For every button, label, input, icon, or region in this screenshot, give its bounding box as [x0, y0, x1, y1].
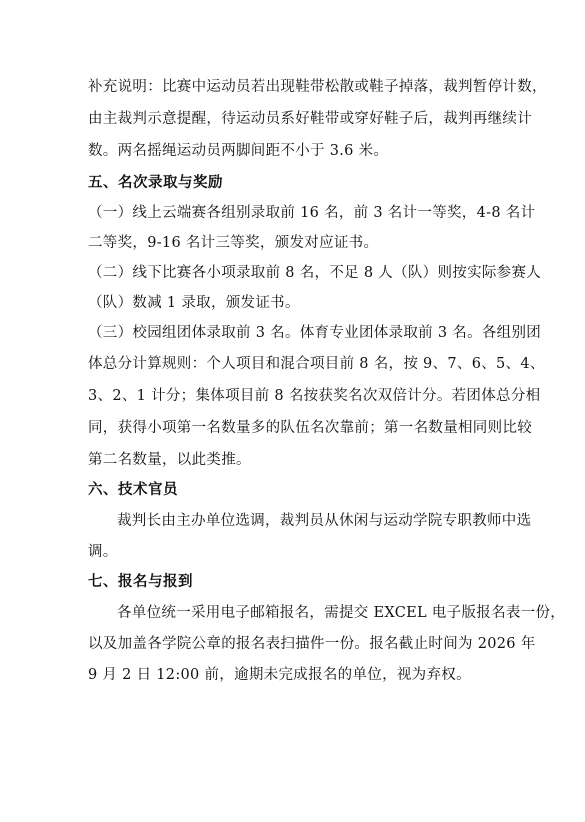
award-item-3-line-3: 3、2、1 计分；集体项目前 8 名按获奖名次双倍计分。若团体总分相: [88, 388, 541, 404]
registration-line-2: 以及加盖各学院公章的报名表扫描件一份。报名截止时间为 2026 年: [88, 636, 536, 652]
award-item-1-line-2: 二等奖，9-16 名计三等奖，颁发对应证书。: [88, 235, 379, 251]
note-line-2: 由主裁判示意提醒，待运动员系好鞋带或穿好鞋子后，裁判再继续计: [88, 111, 532, 127]
officials-line-2: 调。: [88, 544, 118, 560]
section-5-heading: 五、名次录取与奖励: [88, 175, 223, 191]
officials-line-1: 裁判长由主办单位选调，裁判员从休闲与运动学院专职教师中选: [117, 513, 532, 529]
award-item-3-line-2: 体总分计算规则：个人项目和混合项目前 8 名，按 9、7、6、5、4、: [88, 356, 545, 372]
award-item-2-line-1: （二）线下比赛各小项录取前 8 名，不足 8 人（队）则按实际参赛人: [88, 265, 542, 281]
section-7-heading: 七、报名与报到: [88, 574, 193, 590]
note-line-3: 数。两名摇绳运动员两脚间距不小于 3.6 米。: [88, 143, 389, 159]
note-line-1: 补充说明：比赛中运动员若出现鞋带松散或鞋子掉落，裁判暂停计数，: [88, 79, 547, 95]
section-6-heading: 六、技术官员: [88, 482, 178, 498]
award-item-1-line-1: （一）线上云端赛各组别录取前 16 名，前 3 名计一等奖，4-8 名计: [88, 205, 536, 221]
award-item-3-line-1: （三）校园组团体录取前 3 名。体育专业团体录取前 3 名。各组别团: [88, 325, 542, 341]
award-item-3-line-4: 同，获得小项第一名数量多的队伍名次靠前；第一名数量相同则比较: [88, 420, 532, 436]
registration-line-3: 9 月 2 日 12:00 前，逾期未完成报名的单位，视为弃权。: [88, 667, 471, 683]
registration-line-1: 各单位统一采用电子邮箱报名，需提交 EXCEL 电子版报名表一份，: [117, 605, 566, 621]
award-item-2-line-2: （队）数减 1 录取，颁发证书。: [88, 295, 300, 311]
award-item-3-line-5: 第二名数量，以此类推。: [88, 452, 251, 468]
